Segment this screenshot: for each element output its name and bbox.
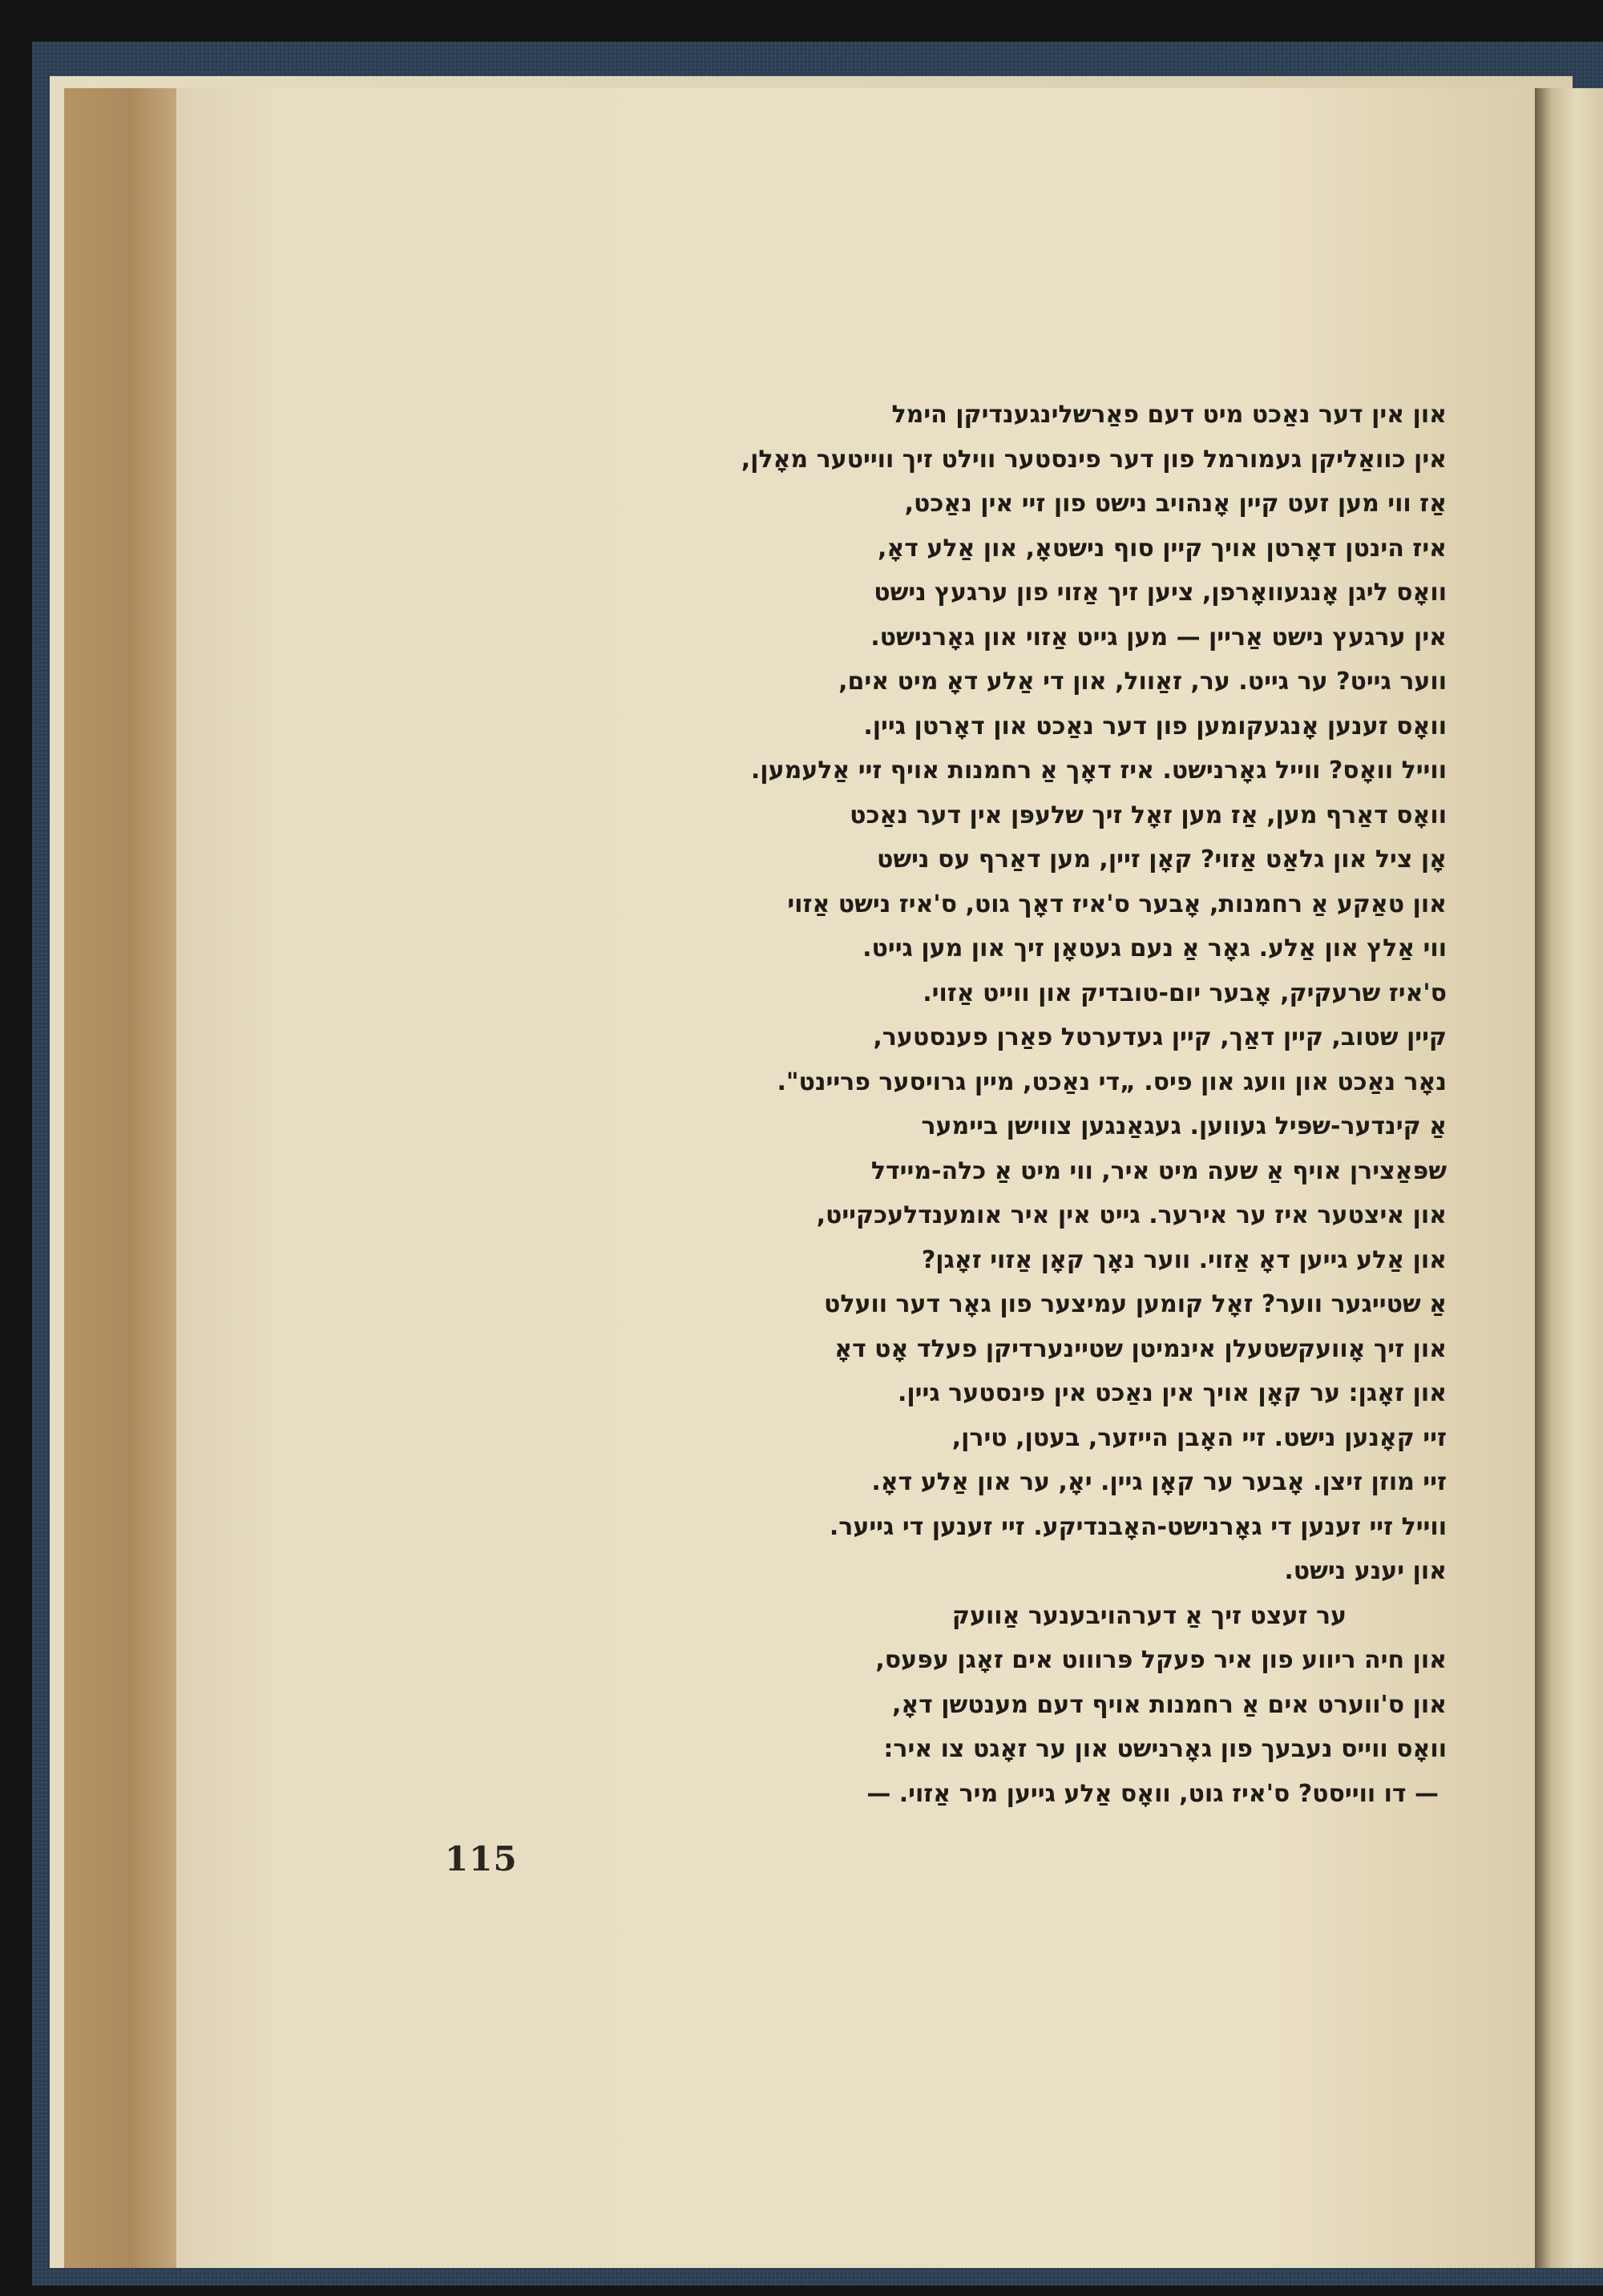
text-line: וואָס ווייס נעבעך פון גאָרנישט און ער זאָגט צו איר: (883, 1735, 1447, 1763)
text-line: וואָס דאַרף מען, אַז מען זאָל זיך שלעפּן אין דער נאַכט (850, 801, 1447, 829)
text-line: און זיך אָוועקשטעלן אינמיטן שטיינערדיקן פעלד אָט דאָ (834, 1334, 1447, 1363)
text-line: אַ שטייגער ווער? זאָל קומען עמיצער פון גאָר דער וועלט (823, 1290, 1447, 1318)
text-line: ווי אַלץ און אַלע. גאָר אַ נעם געטאָן זיך און מען גייט. (862, 934, 1447, 962)
text-line: נאָר נאַכט און וועג און פיס. „די נאַכט, מיין גרויסער פריינט". (777, 1067, 1447, 1096)
text-line-dialogue: — דו ווייסט? ס'איז גוט, וואָס אַלע גייען מיר אַזוי. — (866, 1779, 1439, 1808)
text-line: קיין שטוב, קיין דאַך, קיין געדערטל פאַרן פענסטער, (873, 1023, 1447, 1051)
text-line: און אַלע גייען דאָ אַזוי. ווער נאָך קאָן אַזוי זאָגן? (921, 1245, 1447, 1274)
text-line: וואָס ליגן אָנגעוואָרפן, ציען זיך אַזוי פון ערגעץ נישט (874, 579, 1447, 607)
text-line: איז הינטן דאָרטן אויך קיין סוף נישטאָ, און אַלע דאָ, (878, 534, 1447, 563)
text-line: זיי מוזן זיצן. אָבער ער קאָן גיין. יאָ, ער און אַלע דאָ. (871, 1468, 1447, 1496)
next-page-edge (1535, 88, 1603, 2268)
text-line: און חיה ריווע פון איר פעקל פּרוווט אים זאָגן עפּעס, (875, 1646, 1447, 1674)
text-line: אַ קינדער-שפּיל געווען. געגאַנגען צווישן ביימער (921, 1112, 1447, 1140)
text-line: און טאַקע אַ רחמנות, אָבער ס'איז דאָך גוט, ס'איז נישט אַזוי (787, 890, 1447, 918)
page-number: 115 (445, 1839, 518, 1878)
text-line: שפּאַצירן אויף אַ שעה מיט איר, ווי מיט אַ כלה-מיידל (870, 1156, 1447, 1185)
text-line: ווייל זיי זענען די גאָרנישט-האָבנדיקע. זיי זענען די גייער. (829, 1512, 1447, 1541)
text-line: אַז ווי מען זעט קיין אָנהויב נישט פון זיי אין נאַכט, (904, 490, 1447, 518)
text-line: אָן ציל און גלאַט אַזוי? קאָן זיין, מען דאַרף עס נישט (876, 845, 1447, 874)
poem-text (497, 393, 1447, 1816)
text-line: און יענע נישט. (1284, 1557, 1447, 1585)
text-line: ווער גייט? ער גייט. ער, זאַוול, און די אַלע דאָ מיט אים, (838, 668, 1447, 696)
page-gutter (64, 88, 176, 2268)
text-line: און ס'ווערט אים אַ רחמנות אויף דעם מענטשן דאָ, (891, 1690, 1447, 1719)
text-line: און איצטער איז ער אירער. גייט אין איר אומענדלעכקייט, (816, 1201, 1447, 1229)
text-line: ס'איז שרעקיק, אָבער יום-טובדיק און ווייט אַזוי. (923, 979, 1447, 1007)
text-line: אין כוואַליקן געמורמל פון דער פינסטער ווילט זיך ווייטער מאָלן, (741, 445, 1447, 474)
text-line: ווייל וואָס? ווייל גאָרנישט. איז דאָך אַ רחמנות אויף זיי אַלעמען. (750, 757, 1447, 785)
text-line: אין ערגעץ נישט אַריין — מען גייט אַזוי און גאָרנישט. (870, 623, 1447, 652)
text-line: און זאָגן: ער קאָן אויך אין נאַכט אין פינסטער גיין. (897, 1379, 1447, 1407)
text-line: און אין דער נאַכט מיט דעם פאַרשלינגענדיקן הימל (891, 401, 1447, 429)
text-line-indented: ער זעצט זיך אַ דערהויבענער אַוועק (951, 1601, 1347, 1630)
text-line: זיי קאָנען נישט. זיי האָבן הייזער, בעטן, טירן, (951, 1423, 1447, 1452)
text-line: וואָס זענען אָנגעקומען פון דער נאַכט און דאָרטן גיין. (863, 712, 1447, 740)
